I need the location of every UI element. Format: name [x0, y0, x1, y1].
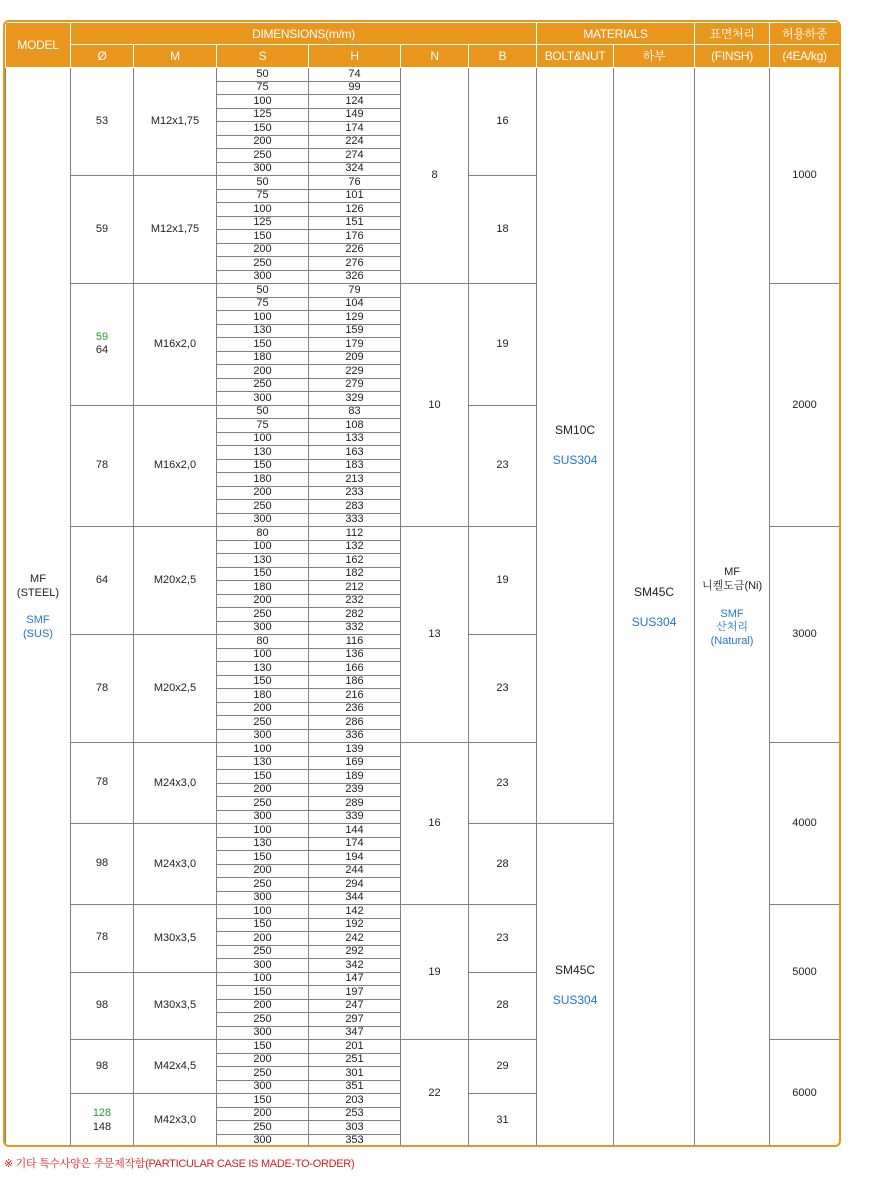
bolt-nut-cell — [537, 824, 614, 1148]
h-value: 332 — [309, 621, 401, 635]
h-value: 224 — [309, 135, 401, 149]
h-value: 253 — [309, 1107, 401, 1121]
h-value: 116 — [309, 635, 401, 649]
spec-table — [5, 22, 840, 1147]
h-value: 201 — [309, 1040, 401, 1054]
s-value: 200 — [217, 1053, 309, 1067]
h-value: 274 — [309, 149, 401, 163]
s-value: 300 — [217, 270, 309, 284]
h-value: 283 — [309, 500, 401, 514]
s-value: 80 — [217, 527, 309, 541]
diameter-cell — [71, 972, 134, 1040]
s-value: 75 — [217, 81, 309, 95]
s-value: 300 — [217, 959, 309, 973]
s-value: 300 — [217, 621, 309, 635]
h-value: 329 — [309, 392, 401, 406]
h-value: 142 — [309, 905, 401, 919]
s-value: 250 — [217, 797, 309, 811]
s-value: 200 — [217, 486, 309, 500]
thread-cell: M24x3,0 — [134, 743, 217, 824]
s-value: 50 — [217, 405, 309, 419]
h-value: 303 — [309, 1121, 401, 1135]
s-value: 150 — [217, 675, 309, 689]
thread-cell: M42x4,5 — [134, 1040, 217, 1094]
diameter-cell — [71, 284, 134, 406]
h-value: 183 — [309, 459, 401, 473]
h-value: 79 — [309, 284, 401, 298]
s-value: 250 — [217, 149, 309, 163]
diameter-value: 53 — [95, 114, 109, 127]
s-value: 250 — [217, 608, 309, 622]
s-value: 130 — [217, 324, 309, 338]
h-value: 132 — [309, 540, 401, 554]
s-value: 130 — [217, 756, 309, 770]
diameter-cell — [71, 1094, 134, 1148]
h-value: 326 — [309, 270, 401, 284]
h-value: 144 — [309, 824, 401, 838]
s-value: 200 — [217, 1107, 309, 1121]
load-cell: 5000 — [770, 905, 840, 1040]
load-cell: 4000 — [770, 743, 840, 905]
s-value: 200 — [217, 864, 309, 878]
s-value: 100 — [217, 311, 309, 325]
s-value: 180 — [217, 581, 309, 595]
h-value: 108 — [309, 419, 401, 433]
model-sus: (SUS) — [23, 628, 53, 641]
diameter-value: 78 — [95, 681, 109, 694]
s-value: 80 — [217, 635, 309, 649]
s-value: 200 — [217, 243, 309, 257]
b-cell: 19 — [469, 527, 537, 635]
h-value: 347 — [309, 1026, 401, 1040]
thread-cell: M30x3,5 — [134, 905, 217, 973]
h-value: 174 — [309, 837, 401, 851]
load-cell: 6000 — [770, 1040, 840, 1148]
h-value: 294 — [309, 878, 401, 892]
load-cell: 3000 — [770, 527, 840, 743]
s-value: 250 — [217, 945, 309, 959]
finish-cell — [695, 68, 770, 1148]
h-value: 289 — [309, 797, 401, 811]
header-n: N — [401, 45, 469, 68]
base-sus: SUS304 — [631, 615, 677, 629]
s-value: 200 — [217, 594, 309, 608]
s-value: 150 — [217, 986, 309, 1000]
n-cell: 13 — [401, 527, 469, 743]
diameter-cell — [71, 1040, 134, 1094]
finish-smf-desc1: 산처리 — [716, 621, 748, 634]
header-base: 하부 — [614, 45, 695, 68]
h-value: 342 — [309, 959, 401, 973]
s-value: 150 — [217, 1094, 309, 1108]
s-value: 200 — [217, 999, 309, 1013]
h-value: 212 — [309, 581, 401, 595]
h-value: 104 — [309, 297, 401, 311]
header-s: S — [217, 45, 309, 68]
diameter-cell — [71, 743, 134, 824]
s-value: 100 — [217, 95, 309, 109]
h-value: 351 — [309, 1080, 401, 1094]
s-value: 100 — [217, 972, 309, 986]
b-cell: 23 — [469, 743, 537, 824]
s-value: 300 — [217, 810, 309, 824]
s-value: 130 — [217, 554, 309, 568]
s-value: 130 — [217, 662, 309, 676]
header-load-kr: 허용하중 — [770, 23, 840, 45]
h-value: 244 — [309, 864, 401, 878]
finish-smf-desc2: (Natural) — [710, 635, 754, 647]
s-value: 250 — [217, 500, 309, 514]
thread-cell: M12x1,75 — [134, 68, 217, 176]
s-value: 125 — [217, 108, 309, 122]
table-row — [6, 68, 840, 82]
diameter-value: 98 — [95, 1059, 109, 1072]
s-value: 150 — [217, 122, 309, 136]
thread-cell: M16x2,0 — [134, 284, 217, 406]
h-value: 176 — [309, 230, 401, 244]
diameter-value: 78 — [95, 931, 109, 944]
model-mf: MF — [30, 573, 46, 586]
h-value: 129 — [309, 311, 401, 325]
s-value: 150 — [217, 770, 309, 784]
s-value: 200 — [217, 783, 309, 797]
s-value: 180 — [217, 473, 309, 487]
h-value: 163 — [309, 446, 401, 460]
n-cell: 22 — [401, 1040, 469, 1148]
diameter-cell — [71, 176, 134, 284]
s-value: 100 — [217, 648, 309, 662]
bolt-sus: SUS304 — [552, 453, 598, 467]
s-value: 250 — [217, 1013, 309, 1027]
h-value: 297 — [309, 1013, 401, 1027]
h-value: 232 — [309, 594, 401, 608]
s-value: 200 — [217, 365, 309, 379]
header-dia: Ø — [71, 45, 134, 68]
h-value: 336 — [309, 729, 401, 743]
h-value: 83 — [309, 405, 401, 419]
h-value: 216 — [309, 689, 401, 703]
h-value: 236 — [309, 702, 401, 716]
base-steel: SM45C — [634, 585, 675, 599]
header-materials: MATERIALS — [537, 23, 695, 45]
finish-mf: MF — [724, 566, 740, 579]
s-value: 100 — [217, 824, 309, 838]
b-cell: 19 — [469, 284, 537, 406]
h-value: 151 — [309, 216, 401, 230]
s-value: 200 — [217, 932, 309, 946]
h-value: 179 — [309, 338, 401, 352]
diameter-value: 64 — [95, 573, 109, 586]
thread-cell: M20x2,5 — [134, 635, 217, 743]
h-value: 194 — [309, 851, 401, 865]
s-value: 250 — [217, 716, 309, 730]
bolt-steel: SM10C — [555, 423, 596, 437]
s-value: 150 — [217, 338, 309, 352]
thread-cell: M20x2,5 — [134, 527, 217, 635]
h-value: 279 — [309, 378, 401, 392]
diameter-cell — [71, 68, 134, 176]
model-steel: (STEEL) — [16, 586, 60, 599]
s-value: 180 — [217, 689, 309, 703]
h-value: 174 — [309, 122, 401, 136]
s-value: 150 — [217, 851, 309, 865]
h-value: 209 — [309, 351, 401, 365]
s-value: 50 — [217, 176, 309, 190]
spec-table-body — [6, 68, 840, 1148]
n-cell: 19 — [401, 905, 469, 1040]
h-value: 292 — [309, 945, 401, 959]
s-value: 250 — [217, 257, 309, 271]
h-value: 139 — [309, 743, 401, 757]
s-value: 100 — [217, 540, 309, 554]
load-cell: 2000 — [770, 284, 840, 527]
s-value: 100 — [217, 743, 309, 757]
s-value: 100 — [217, 905, 309, 919]
h-value: 182 — [309, 567, 401, 581]
model-cell — [6, 68, 71, 1148]
s-value: 300 — [217, 891, 309, 905]
s-value: 100 — [217, 432, 309, 446]
header-dimensions: DIMENSIONS(m/m) — [71, 23, 537, 45]
b-cell: 31 — [469, 1094, 537, 1148]
s-value: 250 — [217, 1121, 309, 1135]
n-cell: 16 — [401, 743, 469, 905]
h-value: 229 — [309, 365, 401, 379]
s-value: 150 — [217, 567, 309, 581]
diameter-cell — [71, 405, 134, 527]
diameter-value: 78 — [95, 458, 109, 471]
h-value: 242 — [309, 932, 401, 946]
s-value: 250 — [217, 1067, 309, 1081]
s-value: 180 — [217, 351, 309, 365]
thread-cell: M24x3,0 — [134, 824, 217, 905]
n-cell: 10 — [401, 284, 469, 527]
h-value: 159 — [309, 324, 401, 338]
h-value: 324 — [309, 162, 401, 176]
b-cell: 23 — [469, 635, 537, 743]
diameter-value: 64 — [95, 344, 109, 357]
s-value: 150 — [217, 459, 309, 473]
h-value: 213 — [309, 473, 401, 487]
h-value: 353 — [309, 1134, 401, 1147]
s-value: 130 — [217, 446, 309, 460]
h-value: 124 — [309, 95, 401, 109]
thread-cell: M42x3,0 — [134, 1094, 217, 1148]
finish-mf-desc: 니켈도금(Ni) — [701, 580, 763, 592]
diameter-alt: 59 — [95, 330, 109, 343]
h-value: 333 — [309, 513, 401, 527]
s-value: 130 — [217, 837, 309, 851]
thread-cell: M12x1,75 — [134, 176, 217, 284]
diameter-cell — [71, 635, 134, 743]
h-value: 147 — [309, 972, 401, 986]
s-value: 300 — [217, 1026, 309, 1040]
h-value: 233 — [309, 486, 401, 500]
s-value: 300 — [217, 513, 309, 527]
bolt-nut-cell — [537, 68, 614, 824]
h-value: 133 — [309, 432, 401, 446]
load-cell: 1000 — [770, 68, 840, 284]
header-h: H — [309, 45, 401, 68]
h-value: 301 — [309, 1067, 401, 1081]
h-value: 251 — [309, 1053, 401, 1067]
s-value: 50 — [217, 68, 309, 82]
s-value: 75 — [217, 297, 309, 311]
b-cell: 23 — [469, 405, 537, 527]
h-value: 282 — [309, 608, 401, 622]
h-value: 99 — [309, 81, 401, 95]
h-value: 226 — [309, 243, 401, 257]
h-value: 192 — [309, 918, 401, 932]
h-value: 203 — [309, 1094, 401, 1108]
h-value: 197 — [309, 986, 401, 1000]
s-value: 300 — [217, 1080, 309, 1094]
s-value: 300 — [217, 729, 309, 743]
bolt-steel: SM45C — [555, 963, 596, 977]
h-value: 247 — [309, 999, 401, 1013]
thread-cell: M16x2,0 — [134, 405, 217, 527]
s-value: 150 — [217, 918, 309, 932]
h-value: 189 — [309, 770, 401, 784]
b-cell: 28 — [469, 824, 537, 905]
h-value: 169 — [309, 756, 401, 770]
h-value: 344 — [309, 891, 401, 905]
diameter-cell — [71, 824, 134, 905]
s-value: 200 — [217, 702, 309, 716]
s-value: 250 — [217, 378, 309, 392]
header-load-en: (4EA/kg) — [770, 45, 840, 68]
n-cell: 8 — [401, 68, 469, 284]
diameter-alt: 128 — [92, 1106, 112, 1119]
b-cell: 29 — [469, 1040, 537, 1094]
diameter-value: 148 — [92, 1120, 112, 1133]
spec-table-frame — [3, 20, 841, 1147]
diameter-value: 78 — [95, 776, 109, 789]
b-cell: 28 — [469, 972, 537, 1040]
h-value: 74 — [309, 68, 401, 82]
base-cell — [614, 68, 695, 1148]
h-value: 276 — [309, 257, 401, 271]
h-value: 101 — [309, 189, 401, 203]
s-value: 75 — [217, 189, 309, 203]
h-value: 76 — [309, 176, 401, 190]
header-model: MODEL — [6, 23, 71, 68]
s-value: 300 — [217, 162, 309, 176]
s-value: 300 — [217, 1134, 309, 1147]
diameter-value: 98 — [95, 857, 109, 870]
diameter-cell — [71, 527, 134, 635]
s-value: 50 — [217, 284, 309, 298]
s-value: 125 — [217, 216, 309, 230]
h-value: 112 — [309, 527, 401, 541]
header-finish-kr: 표면처리 — [695, 23, 770, 45]
h-value: 126 — [309, 203, 401, 217]
h-value: 186 — [309, 675, 401, 689]
s-value: 100 — [217, 203, 309, 217]
finish-smf: SMF — [720, 607, 744, 620]
h-value: 166 — [309, 662, 401, 676]
s-value: 150 — [217, 230, 309, 244]
footnote: ※ 기타 특수사양은 주문제작함(PARTICULAR CASE IS MADE-TO-ORDER) — [4, 1158, 355, 1170]
header-bolt-nut: BOLT&NUT — [537, 45, 614, 68]
h-value: 162 — [309, 554, 401, 568]
h-value: 149 — [309, 108, 401, 122]
s-value: 250 — [217, 878, 309, 892]
s-value: 300 — [217, 392, 309, 406]
s-value: 150 — [217, 1040, 309, 1054]
header-m: M — [134, 45, 217, 68]
b-cell: 23 — [469, 905, 537, 973]
h-value: 239 — [309, 783, 401, 797]
h-value: 136 — [309, 648, 401, 662]
diameter-cell — [71, 905, 134, 973]
h-value: 286 — [309, 716, 401, 730]
b-cell: 16 — [469, 68, 537, 176]
header-b: B — [469, 45, 537, 68]
model-smf: SMF — [26, 614, 50, 627]
s-value: 200 — [217, 135, 309, 149]
bolt-sus: SUS304 — [552, 993, 598, 1007]
s-value: 75 — [217, 419, 309, 433]
thread-cell: M30x3,5 — [134, 972, 217, 1040]
diameter-value: 59 — [95, 222, 109, 235]
header-finish-en: (FINSH) — [695, 45, 770, 68]
diameter-value: 98 — [95, 998, 109, 1011]
b-cell: 18 — [469, 176, 537, 284]
h-value: 339 — [309, 810, 401, 824]
